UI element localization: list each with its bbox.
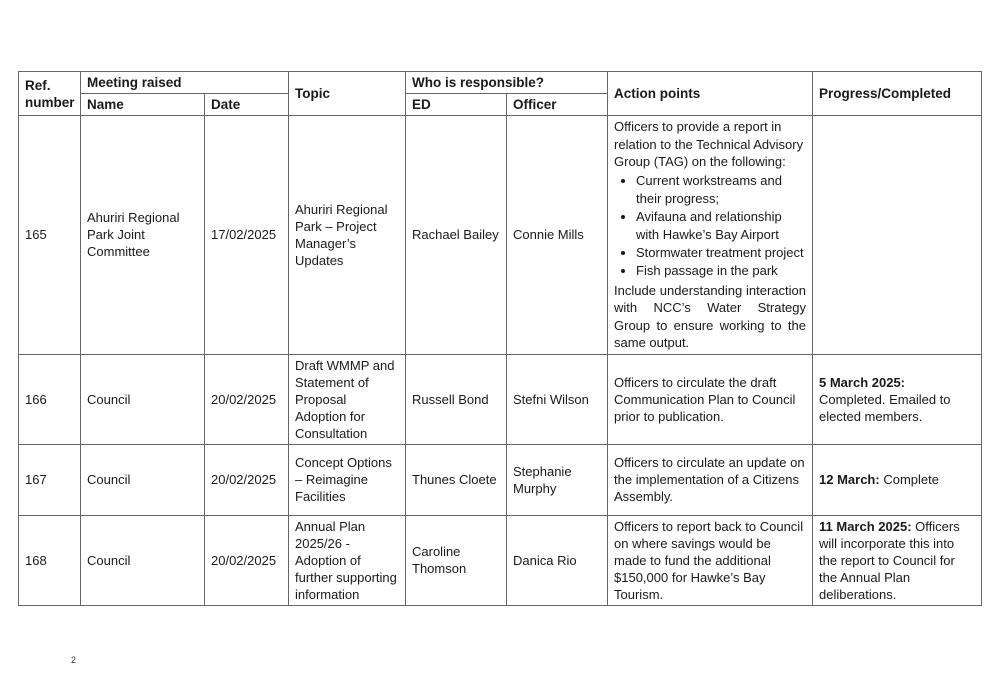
cell-action-points: Officers to report back to Council on where savings would be made to fund the additional $150,000 for Hawke’s Bay Tourism. (608, 515, 813, 605)
header-ref: Ref. number (19, 72, 81, 116)
cell-ed: Russell Bond (406, 354, 507, 444)
header-action-points: Action points (608, 72, 813, 116)
list-item: • Stormwater treatment project (636, 244, 806, 262)
progress-text: Officers will incorporate this into the report to Council for the Annual Plan deliberations. (819, 518, 960, 602)
header-who-responsible: Who is responsible? (406, 72, 608, 94)
action-points-table (18, 71, 982, 606)
list-item: • Current workstreams and their progress; (636, 172, 806, 208)
cell-action-points: Officers to circulate an update on the implementation of a Citizens Assembly. (608, 444, 813, 515)
progress-text: Complete (879, 472, 939, 487)
cell-topic: Annual Plan 2025/26 - Adoption of further supporting information (289, 515, 406, 605)
cell-ref: 166 (19, 354, 81, 444)
page-number: 2 (71, 655, 77, 665)
cell-progress (813, 515, 982, 605)
action-outro: Include understanding interaction with NCC’s Water Strategy Group to ensure working to the same output. (614, 282, 807, 350)
list-item: • Fish passage in the park (636, 262, 806, 280)
cell-date: 17/02/2025 (205, 116, 289, 355)
cell-ref: 168 (19, 515, 81, 605)
cell-date: 20/02/2025 (205, 515, 289, 605)
cell-topic: Ahuriri Regional Park – Project Manager’s Updates (289, 116, 406, 355)
header-meeting-raised: Meeting raised (81, 72, 289, 94)
header-progress: Progress/Completed (813, 72, 982, 116)
cell-name: Council (81, 515, 205, 605)
cell-ref: 165 (19, 116, 81, 355)
cell-progress (813, 444, 982, 515)
list-item: • Avifauna and relationship with Hawke’s Bay Airport (636, 208, 806, 244)
progress-date: 5 March 2025: (819, 374, 906, 390)
cell-name: Council (81, 444, 205, 515)
cell-topic: Concept Options – Reimagine Facilities (289, 444, 406, 515)
cell-officer: Stefni Wilson (507, 354, 608, 444)
progress-date: 12 March: (819, 472, 880, 487)
cell-ed: Caroline Thomson (406, 515, 507, 605)
table-row (19, 444, 982, 515)
cell-officer: Stephanie Murphy (507, 444, 608, 515)
cell-officer: Danica Rio (507, 515, 608, 605)
cell-date: 20/02/2025 (205, 444, 289, 515)
cell-ed: Thunes Cloete (406, 444, 507, 515)
cell-action-points: Officers to circulate the draft Communication Plan to Council prior to publication. (608, 354, 813, 444)
table-row (19, 354, 982, 444)
cell-ref: 167 (19, 444, 81, 515)
cell-officer: Connie Mills (507, 116, 608, 355)
cell-progress (813, 354, 982, 444)
cell-topic: Draft WMMP and Statement of Proposal Adoption for Consultation (289, 354, 406, 444)
header-row-top (19, 72, 982, 94)
cell-name: Ahuriri Regional Park Joint Committee (81, 116, 205, 355)
table-row (19, 116, 982, 355)
cell-ed: Rachael Bailey (406, 116, 507, 355)
cell-action-points (608, 116, 813, 355)
header-name: Name (81, 94, 205, 116)
table-row (19, 515, 982, 605)
action-bullet-list (614, 172, 806, 280)
header-date: Date (205, 94, 289, 116)
cell-progress (813, 116, 982, 355)
cell-name: Council (81, 354, 205, 444)
progress-text: Completed. Emailed to elected members. (819, 391, 951, 424)
action-intro: Officers to provide a report in relation to the Technical Advisory Group (TAG) on the following: (614, 119, 804, 169)
header-officer: Officer (507, 94, 608, 116)
progress-date: 11 March 2025: (819, 518, 912, 534)
header-ed: ED (406, 94, 507, 116)
header-topic: Topic (289, 72, 406, 116)
cell-date: 20/02/2025 (205, 354, 289, 444)
